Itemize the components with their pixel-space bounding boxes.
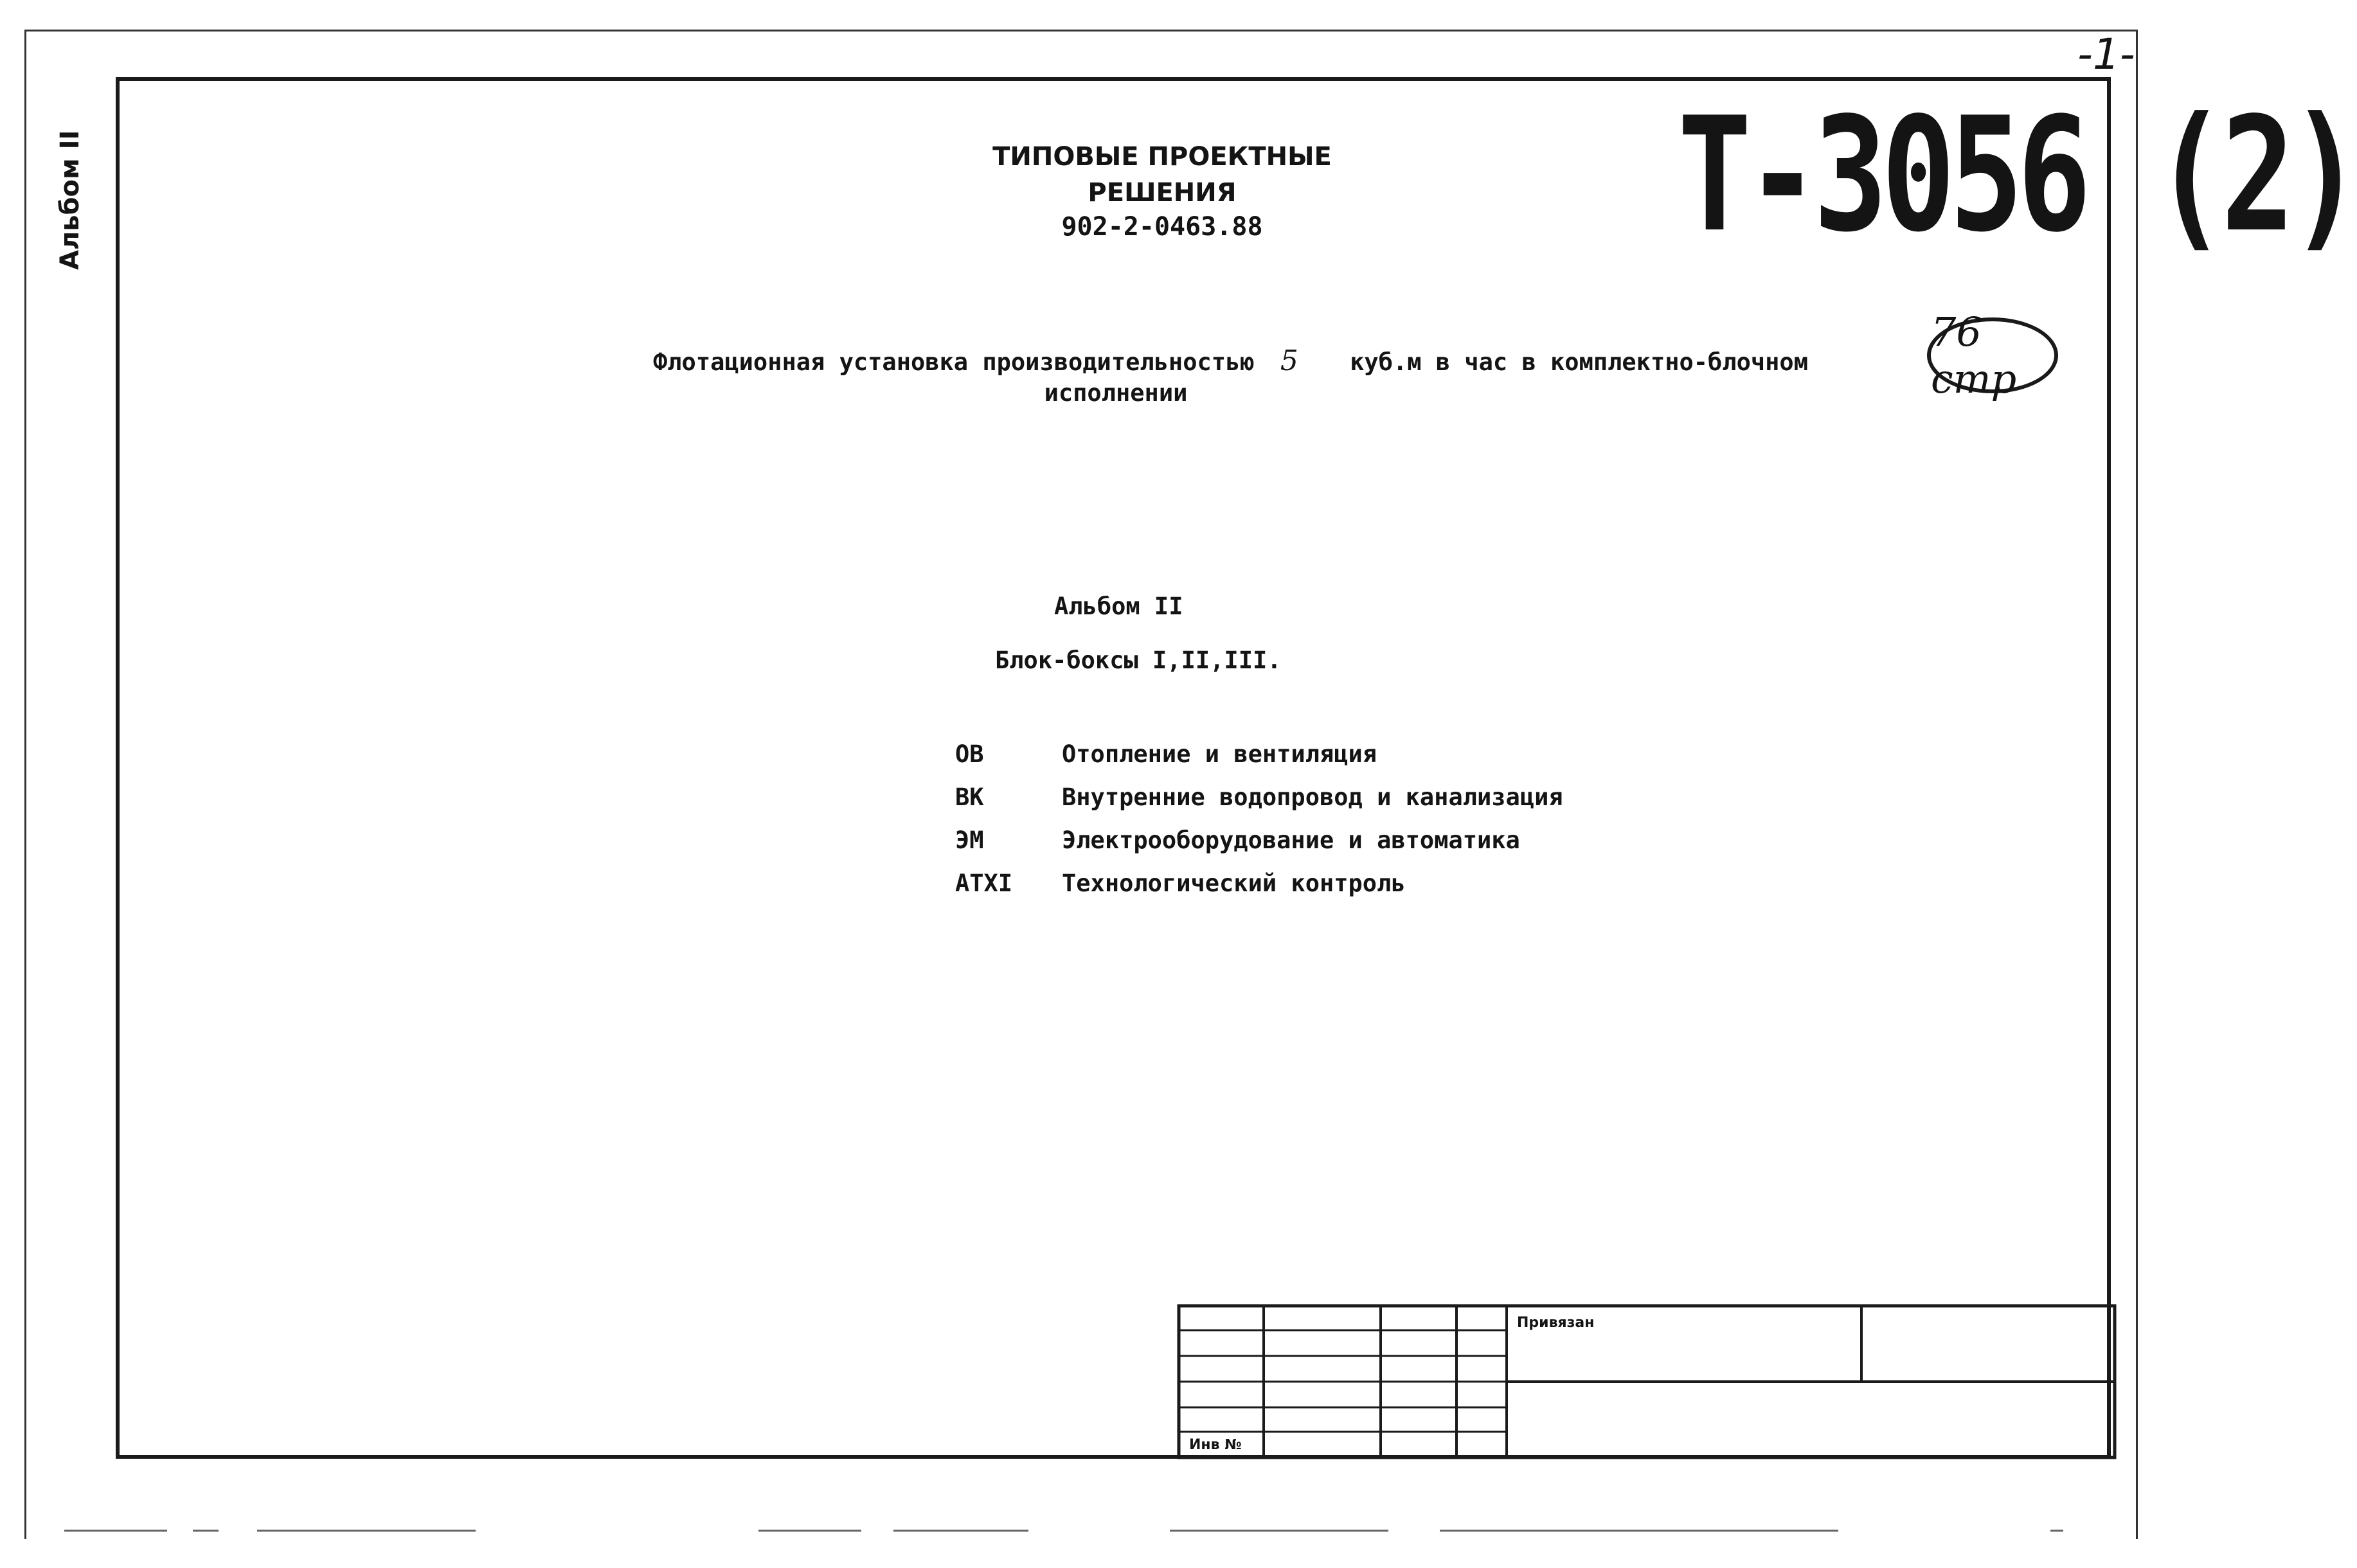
document-title-line-2: исполнении xyxy=(1044,379,1188,407)
series-code: 902-2-0463.88 xyxy=(1061,212,1263,242)
blocks-label: Блок-боксы I,II,III. xyxy=(995,646,1282,674)
section-row xyxy=(955,776,1563,819)
section-title: Электрооборудование и автоматика xyxy=(1062,826,1520,854)
title-part-1: Флотационная установка производительностью xyxy=(653,348,1255,376)
series-line-2: РЕШЕНИЯ xyxy=(1088,178,1237,208)
scan-edge-marks xyxy=(0,1524,2171,1537)
section-code: ОВ xyxy=(955,740,984,768)
section-code: ЭМ xyxy=(955,826,984,854)
section-title: Внутренние водопровод и канализация xyxy=(1062,783,1563,811)
page-number: -1- xyxy=(2077,30,2135,79)
section-row xyxy=(955,733,1563,776)
title-block xyxy=(1178,1305,2116,1459)
section-code: ВК xyxy=(955,783,984,811)
stamp-inventory-label: Инв № xyxy=(1189,1437,1242,1453)
document-code: Т-3056 (2) xyxy=(1678,84,2357,267)
document-title-line-1 xyxy=(653,344,1808,377)
side-album-label: Альбом II xyxy=(55,130,85,270)
series-header xyxy=(982,139,1342,211)
series-line-1: ТИПОВЫЕ ПРОЕКТНЫЕ xyxy=(992,142,1332,172)
section-row xyxy=(955,819,1563,862)
sections-list xyxy=(955,733,1563,905)
page-count-text: 76 стр xyxy=(1931,308,2017,402)
section-code: АТХI xyxy=(955,869,1013,897)
section-title: Технологический контроль xyxy=(1062,869,1406,897)
title-capacity-value: 5 xyxy=(1280,344,1298,377)
section-row xyxy=(955,862,1563,905)
section-title: Отопление и вентиляция xyxy=(1062,740,1377,768)
title-part-2: куб.м в час в комплектно-блочном xyxy=(1350,348,1808,376)
album-label: Альбом II xyxy=(1054,592,1183,620)
title-block-grid xyxy=(1178,1305,2116,1459)
page-count-stamp xyxy=(1927,308,2058,402)
stamp-privyazan-label: Привязан xyxy=(1517,1315,1595,1331)
